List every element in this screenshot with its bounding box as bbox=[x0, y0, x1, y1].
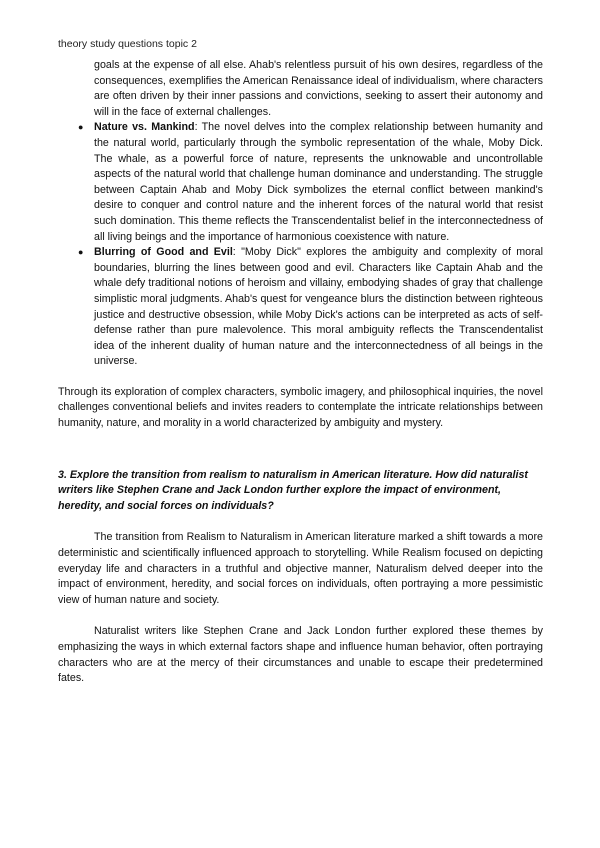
document-body bbox=[58, 58, 543, 687]
list-item bbox=[78, 245, 543, 370]
bullet-icon: ● bbox=[78, 122, 84, 133]
bullet-term: Nature vs. Mankind bbox=[94, 121, 195, 134]
body-paragraph: The transition from Realism to Naturalism in American literature marked a shift towards a more deterministic and scientifically influenced approach to storytelling. While Realism focused on depicting everyday life and characters in a truthful and objective manner, Naturalism delved deeper into the impact of environment, heredity, and social forces on individuals, often portraying a more pessimistic view of human nature and society. bbox=[58, 531, 543, 606]
question-heading: 3. Explore the transition from realism to naturalism in American literature. How did naturalist writers like Stephen Crane and Jack London further explore the impact of environment, heredity, and social forces on individuals? bbox=[58, 468, 528, 512]
bullet-text: "Moby Dick" explores the ambiguity and complexity of moral boundaries, blurring the lines between good and evil. Characters like Captain Ahab and the whale defy traditional notions of heroism and villainy, embodying shades of gray that challenge simplistic moral judgments. Ahab's quest for vengeance blurs the distinction between righteous justice and destructive obsession, while Moby Dick's actions can be interpreted as acts of self-defense rather than pure malevolence. This moral ambiguity reflects the Transcendentalist idea of the inherent duality of human nature and the interconnectedness of all beings in the universe. bbox=[94, 246, 543, 368]
theme-list bbox=[58, 120, 543, 370]
conclusion-paragraph: Through its exploration of complex characters, symbolic imagery, and philosophical inquiries, the novel challenges conventional beliefs and invites readers to contemplate the intricate relationships between humanity, nature, and morality in a world characterized by ambiguity and mystery. bbox=[58, 385, 543, 430]
bullet-text: The novel delves into the complex relationship between humanity and the natural world, particularly through the symbolic representation of the whale, Moby Dick. The whale, as a powerful force of nature, represents the unknowable and uncontrollable aspects of the natural world that challenge human dominance and understanding. The struggle between Captain Ahab and Moby Dick symbolizes the eternal conflict between mankind's desire to conquer and control nature and the inherent forces of the natural world that resist such domination. This theme reflects the Transcendentalist belief in the interconnectedness of all living beings and the importance of harmonious coexistence with nature. bbox=[94, 121, 543, 243]
page-header: theory study questions topic 2 bbox=[58, 38, 197, 50]
continuation-paragraph: goals at the expense of all else. Ahab's relentless pursuit of his own desires, regardless of the consequences, exemplifies the American Renaissance ideal of individualism, where characters are often driven by their inner passions and convictions, seeking to assert their autonomy and will in the face of external challenges. bbox=[94, 59, 543, 118]
bullet-term: Blurring of Good and Evil bbox=[94, 246, 233, 259]
body-paragraph: Naturalist writers like Stephen Crane and Jack London further explored these themes by emphasizing the ways in which external factors shape and influence human behavior, often portraying characters who are at the mercy of their circumstances and unable to escape their predetermined fates. bbox=[58, 625, 543, 685]
bullet-separator: : bbox=[232, 246, 236, 259]
list-item bbox=[78, 120, 543, 245]
bullet-icon: ● bbox=[78, 247, 84, 258]
bullet-separator: : bbox=[194, 121, 198, 134]
